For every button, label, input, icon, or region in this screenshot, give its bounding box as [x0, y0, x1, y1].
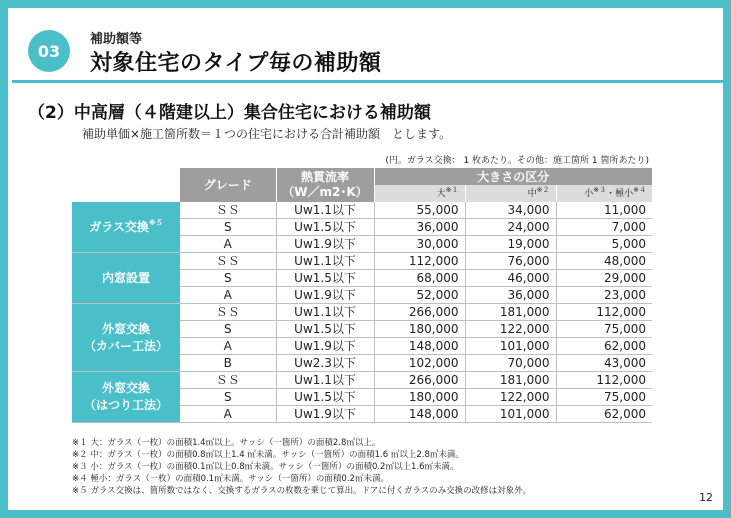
cell-small: 112,000: [556, 372, 652, 389]
cell-grade: S: [180, 321, 276, 338]
cell-medium: 101,000: [465, 406, 556, 423]
cell-small: 5,000: [556, 236, 652, 253]
cell-small: 48,000: [556, 253, 652, 270]
section-number-badge: 03: [28, 30, 70, 72]
subsidy-table: [72, 168, 652, 423]
category-glass-replacement: ガラス交換$^{※5}$: [72, 202, 180, 253]
header-flow: [276, 168, 374, 202]
cell-medium: 34,000: [465, 202, 556, 219]
cell-flow: Uw1.9以下: [276, 287, 374, 304]
footnote: ※２ 中：ガラス（一枚）の面積0.8㎡以上1.4 ㎡未満。サッシ（一箇所）の面積1.6 ㎡以上2.8㎡未満。: [72, 450, 464, 460]
cell-large: 112,000: [374, 253, 465, 270]
cell-flow: Uw1.5以下: [276, 321, 374, 338]
cell-medium: 19,000: [465, 236, 556, 253]
cell-medium: 122,000: [465, 321, 556, 338]
cell-flow: Uw1.5以下: [276, 389, 374, 406]
cell-medium: 181,000: [465, 304, 556, 321]
header-size-large: 大$^{※1}$: [374, 185, 465, 202]
cell-grade: A: [180, 236, 276, 253]
cell-medium: 36,000: [465, 287, 556, 304]
cell-flow: Uw1.1以下: [276, 304, 374, 321]
cell-large: 266,000: [374, 304, 465, 321]
cell-grade: A: [180, 338, 276, 355]
footnote: ※３ 小：ガラス（一枚）の面積0.1㎡以上0.8㎡未満。サッシ（一箇所）の面積0.2㎡以上1.6㎡未満。: [72, 462, 459, 472]
cell-grade: A: [180, 406, 276, 423]
section-heading: （2）中高層（４階建以上）集合住宅における補助額: [28, 103, 431, 123]
cell-large: 266,000: [374, 372, 465, 389]
header-flow-line1: 熱貫流率: [300, 170, 349, 184]
footnote: ※４ 極小：ガラス（一枚）の面積0.1㎡未満。サッシ（一箇所）の面積0.2㎡未満。: [72, 474, 389, 484]
header-size-medium: 中$^{※2}$: [465, 185, 556, 202]
cell-medium: 46,000: [465, 270, 556, 287]
cell-large: 55,000: [374, 202, 465, 219]
page-number: 12: [699, 491, 713, 504]
category-outer-window-chipping: 外窓交換 （はつり工法）: [72, 372, 180, 423]
cell-small: 43,000: [556, 355, 652, 372]
cell-small: 62,000: [556, 406, 652, 423]
cell-small: 75,000: [556, 321, 652, 338]
cell-small: 75,000: [556, 389, 652, 406]
footnote: ※１ 大：ガラス（一枚）の面積1.4㎡以上。サッシ（一箇所）の面積2.8㎡以上。: [72, 438, 381, 448]
category-outer-window-cover: 外窓交換 （カバー工法）: [72, 304, 180, 372]
cell-flow: Uw1.9以下: [276, 236, 374, 253]
cell-small: 62,000: [556, 338, 652, 355]
cell-flow: Uw1.9以下: [276, 338, 374, 355]
cell-flow: Uw1.1以下: [276, 253, 374, 270]
cell-large: 148,000: [374, 338, 465, 355]
cell-flow: Uw1.5以下: [276, 270, 374, 287]
cell-flow: Uw1.9以下: [276, 406, 374, 423]
footnotes: [72, 437, 531, 497]
cell-large: 180,000: [374, 321, 465, 338]
cell-large: 30,000: [374, 236, 465, 253]
cell-large: 68,000: [374, 270, 465, 287]
cell-small: 7,000: [556, 219, 652, 236]
cell-flow: Uw1.1以下: [276, 372, 374, 389]
cell-grade: ＳＳ: [180, 372, 276, 389]
cell-flow: Uw1.5以下: [276, 219, 374, 236]
cell-grade: ＳＳ: [180, 202, 276, 219]
cell-large: 102,000: [374, 355, 465, 372]
cell-medium: 181,000: [465, 372, 556, 389]
cell-large: 180,000: [374, 389, 465, 406]
cell-small: 11,000: [556, 202, 652, 219]
section-kicker: 補助額等: [90, 32, 143, 47]
header-size-small: 小$^{※3}$・極小$^{※4}$: [556, 185, 652, 202]
cell-large: 36,000: [374, 219, 465, 236]
header-grade: グレード: [180, 168, 276, 202]
cell-grade: B: [180, 355, 276, 372]
cell-small: 112,000: [556, 304, 652, 321]
title-divider: [12, 80, 731, 83]
cell-medium: 76,000: [465, 253, 556, 270]
cell-medium: 70,000: [465, 355, 556, 372]
header-size: 大きさの区分: [374, 168, 652, 185]
cell-flow: Uw2.3以下: [276, 355, 374, 372]
cell-grade: S: [180, 270, 276, 287]
cell-large: 148,000: [374, 406, 465, 423]
cell-large: 52,000: [374, 287, 465, 304]
header-flow-line2: （W／m2･K）: [282, 185, 368, 199]
page-title: 対象住宅のタイプ毎の補助額: [90, 51, 382, 76]
footnote: ※５ ガラス交換は、箇所数ではなく、交換するガラスの枚数を乗じて算出。ドアに付くガラスのみ交換の改修は対象外。: [72, 486, 532, 496]
cell-flow: Uw1.1以下: [276, 202, 374, 219]
cell-small: 29,000: [556, 270, 652, 287]
category-inner-window: 内窓設置: [72, 253, 180, 304]
cell-grade: S: [180, 219, 276, 236]
cell-grade: S: [180, 389, 276, 406]
cell-small: 23,000: [556, 287, 652, 304]
cell-medium: 101,000: [465, 338, 556, 355]
cell-grade: A: [180, 287, 276, 304]
cell-medium: 24,000: [465, 219, 556, 236]
cell-medium: 122,000: [465, 389, 556, 406]
section-description: 補助単価×施工箇所数＝１つの住宅における合計補助額 とします。: [82, 127, 452, 141]
cell-grade: ＳＳ: [180, 253, 276, 270]
cell-grade: ＳＳ: [180, 304, 276, 321]
unit-note: (円。ガラス交換： 1 枚あたり。その他：施工箇所 1 箇所あたり): [385, 156, 649, 166]
